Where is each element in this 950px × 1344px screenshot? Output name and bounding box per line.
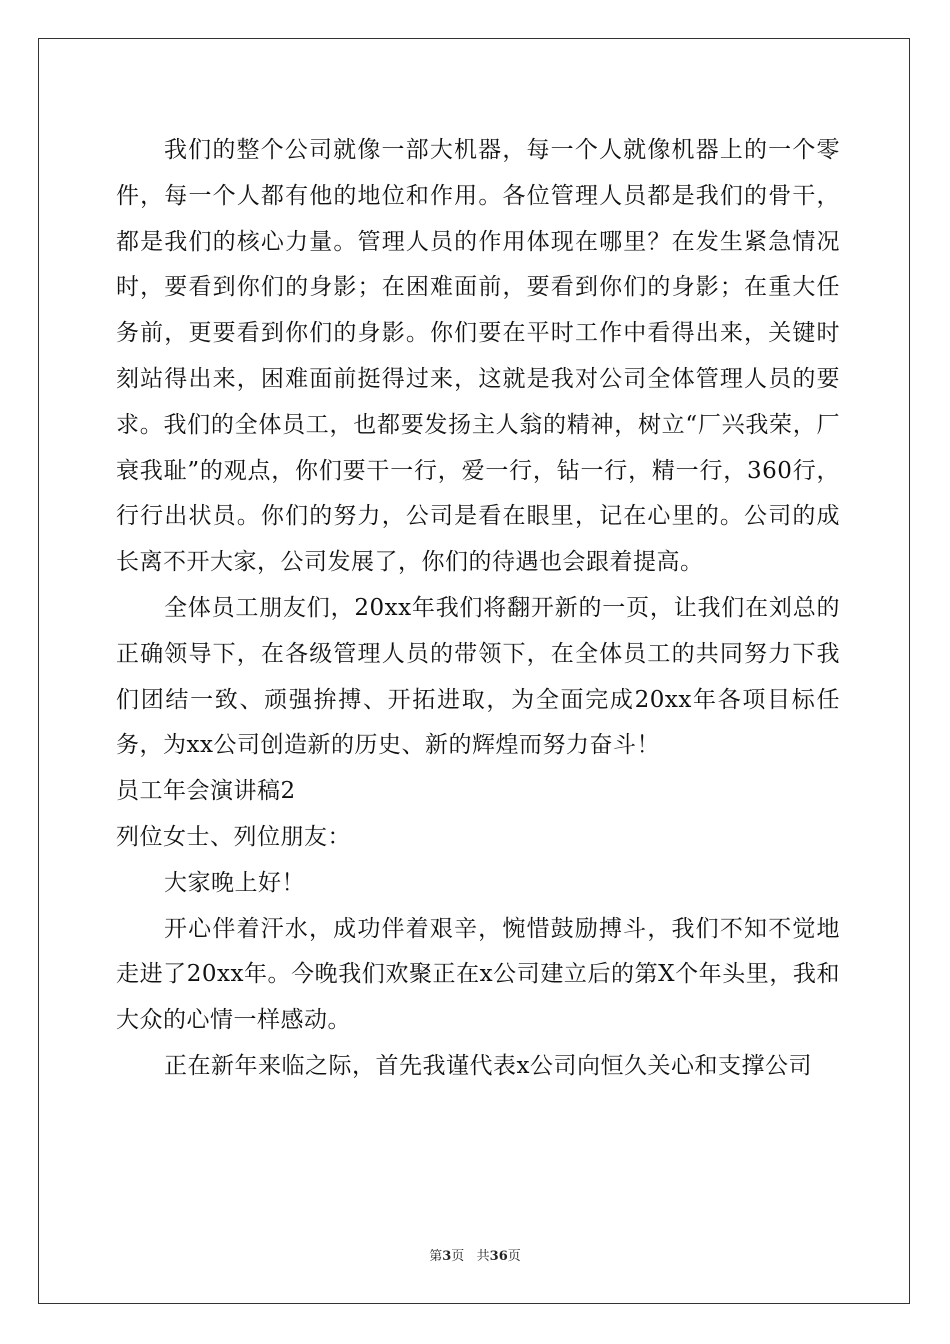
- footer-mid: 页 共: [451, 1249, 490, 1264]
- page-footer: [0, 1245, 950, 1264]
- paragraph-4: 正在新年来临之际，首先我谨代表x公司向恒久关心和支撑公司: [164, 1052, 812, 1079]
- footer-prefix: 第: [429, 1249, 443, 1264]
- total-page-number: 36: [489, 1249, 508, 1264]
- paragraph-1: 我们的整个公司就像一部大机器，每一个人就像机器上的一个零件，每一个人都有他的地位和作用。各位管理人员都是我们的骨干，都是我们的核心力量。管理人员的作用体现在哪里？在发生紧急情况时，要看到你们的身影；在困难面前，要看到你们的身影；在重大任务前，更要看到你们的身影。你们要在平时工作中看得出来，关键时刻站得出来，困难面前挺得过来，这就是我对公司全体管理人员的要求。我们的全体员工，也都要发扬主人翁的精神，树立“厂兴我荣，厂衰我耻”的观点，你们要干一行，爱一行，钻一行，精一行，360行，行行出状员。你们的努力，公司是看在眼里，记在心里的。公司的成长离不开大家，公司发展了，你们的待遇也会跟着提高。: [116, 137, 840, 576]
- paragraph-2: 全体员工朋友们，20xx年我们将翻开新的一页，让我们在刘总的正确领导下，在各级管理人员的带领下，在全体员工的共同努力下我们团结一致、顽强拚搏、开拓进取，为全面完成20xx年各项目标任务，为xx公司创造新的历史、新的辉煌而努力奋斗！: [116, 594, 840, 759]
- current-page-number: 3: [442, 1249, 452, 1264]
- section-title: 员工年会演讲稿2: [116, 778, 296, 805]
- footer-suffix: 页: [507, 1249, 521, 1264]
- document-body: [116, 128, 840, 1090]
- salutation: 列位女士、列位朋友：: [116, 823, 351, 850]
- greeting: 大家晚上好！: [164, 869, 305, 896]
- paragraph-3: 开心伴着汗水，成功伴着艰辛，惋惜鼓励搏斗，我们不知不觉地走进了20xx年。今晚我们欢聚正在x公司建立后的第X个年头里，我和大众的心情一样感动。: [116, 915, 840, 1034]
